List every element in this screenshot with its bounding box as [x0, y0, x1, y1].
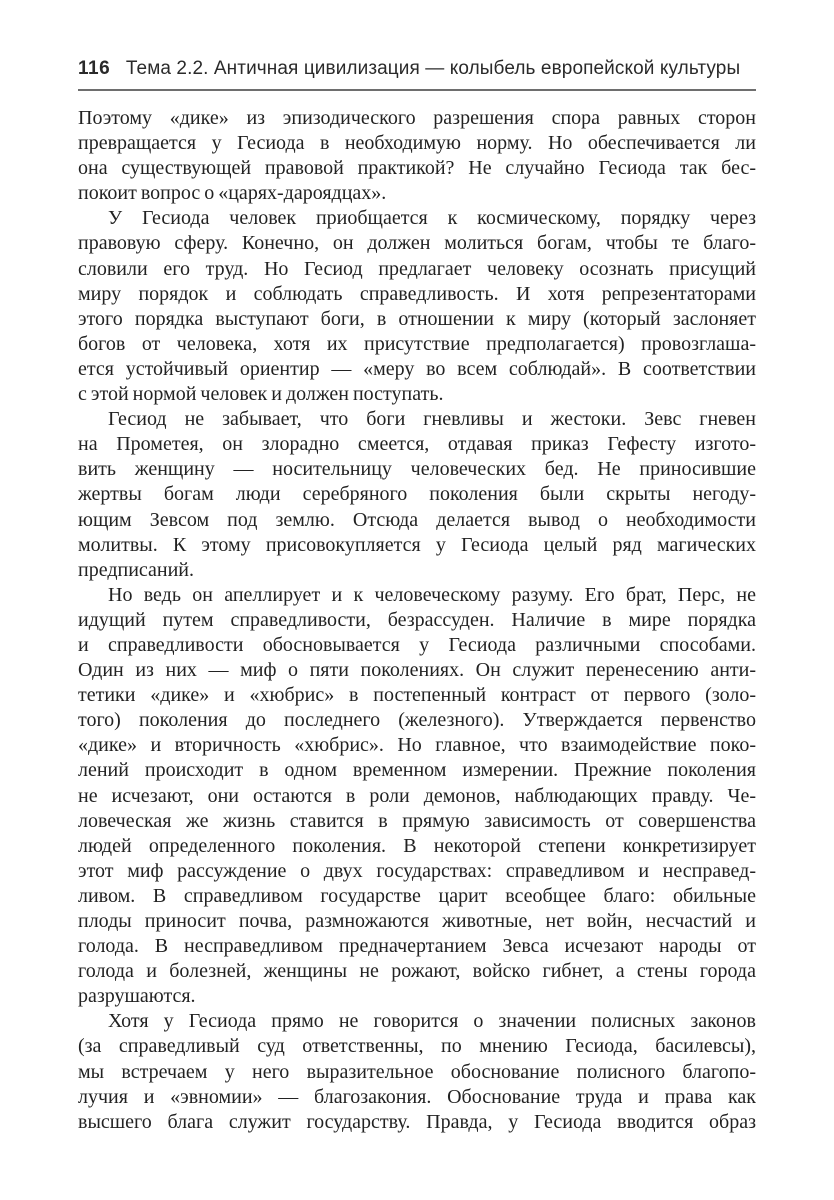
text-line: ется устойчивый ориентир — «меру во всем соблюдай». В соответствии: [78, 357, 756, 380]
chapter-title: Тема 2.2. Античная цивилизация — колыбель европейской культуры: [125, 58, 741, 79]
text-line: (за справедливый суд ответственны, по мнению Гесиода, басилевсы),: [78, 1035, 756, 1058]
text-line: предписаний.: [78, 558, 195, 581]
text-line: того) поколения до последнего (железного). Утверждается первенство: [78, 709, 756, 732]
text-line: на Прометея, он злорадно смеется, отдавая приказ Гефесту изгото-: [78, 433, 756, 456]
text-line: голода. В несправедливом предначертанием Зевса исчезают народы от: [78, 935, 756, 958]
text-line: голода и болезней, женщины не рожают, войско гибнет, а стены города: [78, 960, 756, 983]
text-line: правовую сферу. Конечно, он должен молиться богам, чтобы те благо-: [78, 232, 756, 255]
text-line: богов от человека, хотя их присутствие предполагается) провозглаша-: [78, 332, 756, 355]
text-line: мы встречаем у него выразительное обоснование полисного благопо-: [78, 1060, 756, 1083]
paragraph: [78, 1009, 756, 1134]
text-line: У Гесиода человек приобщается к космическому, порядку через: [108, 207, 756, 230]
text-line: миру порядок и соблюдать справедливость. И хотя репрезентаторами: [78, 282, 756, 305]
paragraph: [78, 407, 756, 583]
text-line: идущий путем справедливости, безрассуден. Наличие в мире порядка: [78, 608, 756, 631]
text-line: этого порядка выступают боги, в отношении к миру (который заслоняет: [78, 307, 756, 330]
text-line: ливом. В справедливом государстве царит всеобщее благо: обильные: [78, 884, 756, 907]
text-line: ющим Зевсом под землю. Отсюда делается вывод о необходимости: [78, 508, 756, 531]
text-line: тетики «дике» и «хюбрис» в постепенный контраст от первого (золо-: [78, 684, 756, 707]
page-text: [78, 106, 756, 1135]
text-line: молитвы. К этому присовокупляется у Гесиода целый ряд магических: [78, 533, 756, 556]
text-line: и справедливости обосновывается у Гесиода различными способами.: [78, 633, 756, 656]
text-line: покоит вопрос о «царях-дароядцах».: [78, 182, 387, 205]
text-line: словили его труд. Но Гесиод предлагает человеку осознать присущий: [78, 257, 756, 280]
page-number: 116: [78, 58, 111, 79]
text-line: высшего блага служит государству. Правда, у Гесиода вводится образ: [78, 1110, 756, 1133]
text-line: ловеческая же жизнь ставится в прямую зависимость от совершенства: [78, 809, 756, 832]
text-line: «дике» и вторичность «хюбрис». Но главное, что взаимодействие поко-: [78, 734, 756, 757]
paragraph: [78, 106, 756, 206]
text-line: Но ведь он апеллирует и к человеческому разуму. Его брат, Перс, не: [108, 583, 756, 606]
text-line: Хотя у Гесиода прямо не говорится о значении полисных законов: [108, 1010, 756, 1033]
text-line: лучия и «эвномии» — благозакония. Обоснование труда и права как: [78, 1085, 756, 1108]
text-line: этот миф рассуждение о двух государствах: справедливом и несправед-: [78, 859, 756, 882]
text-line: лений происходит в одном временном измерении. Прежние поколения: [78, 759, 756, 782]
text-line: не исчезают, они остаются в роли демонов, наблюдающих правду. Че-: [78, 784, 756, 807]
text-line: вить женщину — носительницу человеческих бед. Не приносившие: [78, 458, 756, 481]
text-line: превращается у Гесиода в необходимую норму. Но обеспечивается ли: [78, 132, 756, 155]
text-line: Один из них — миф о пяти поколениях. Он служит перенесению анти-: [78, 659, 756, 682]
text-line: Поэтому «дике» из эпизодического разрешения спора равных сторон: [78, 107, 756, 129]
paragraph: [78, 583, 756, 1010]
text-line: с этой нормой человек и должен поступать.: [78, 383, 444, 406]
running-header: [78, 58, 756, 91]
text-line: разрушаются.: [78, 985, 196, 1008]
text-line: жертвы богам люди серебряного поколения были скрыты негоду-: [78, 483, 756, 506]
text-line: она существующей правовой практикой? Не случайно Гесиода так бес-: [78, 157, 756, 180]
text-line: плоды приносит почва, размножаются животные, нет войн, несчастий и: [78, 910, 756, 932]
text-line: людей определенного поколения. В некоторой степени конкретизирует: [78, 834, 756, 857]
paragraph: [78, 206, 756, 407]
text-line: Гесиод не забывает, что боги гневливы и жестоки. Зевс гневен: [108, 408, 756, 431]
